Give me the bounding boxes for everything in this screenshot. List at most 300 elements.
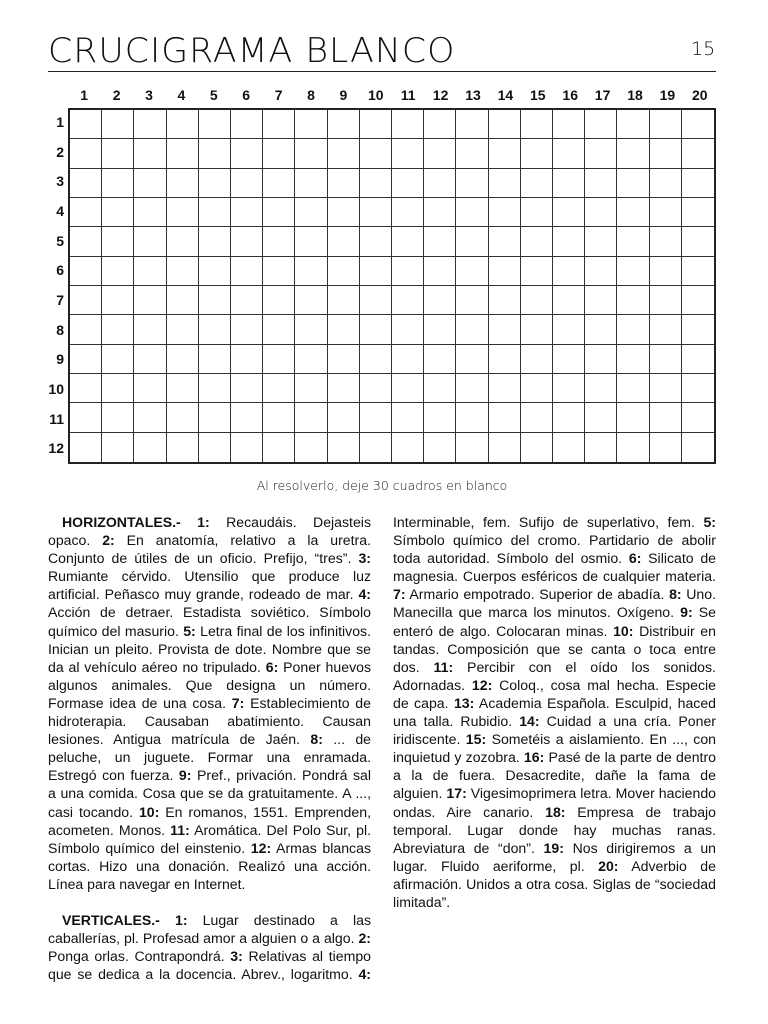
grid-cell[interactable] [70, 257, 102, 286]
clue-text: Rumiante cérvido. Utensilio que produce luz artificial. Peñasco muy grande, rodeado de mar. [48, 568, 371, 603]
grid-cell[interactable] [70, 315, 102, 344]
grid-caption: Al resolverlo, deje 30 cuadros en blanco [256, 478, 508, 493]
grid-cell[interactable] [295, 286, 327, 315]
row-number: 10 [48, 381, 64, 397]
grid-cell[interactable] [682, 169, 714, 198]
column-number: 5 [209, 87, 218, 103]
grid-cell[interactable] [199, 110, 231, 139]
grid-cell[interactable] [682, 345, 714, 374]
grid-cell[interactable] [617, 227, 649, 256]
clue-text: Empresa de trabajo temporal. Lugar donde hay muchas ranas. Abreviatura de “don”. [393, 803, 717, 856]
grid-cell[interactable] [392, 374, 424, 403]
grid-cell[interactable] [231, 227, 263, 256]
clue-text: En anatomía, relativo a la uretra. Conjunto de útiles de un oficio. Prefijo, “tres”. [48, 532, 371, 567]
grid-cell[interactable] [585, 139, 617, 168]
column-number: 3 [145, 87, 153, 103]
grid-cell[interactable] [360, 433, 392, 462]
grid-cell[interactable] [70, 198, 102, 227]
grid-cell[interactable] [167, 403, 199, 432]
grid-cell[interactable] [134, 315, 166, 344]
grid-cell[interactable] [102, 257, 134, 286]
grid-cell[interactable] [167, 110, 199, 139]
grid-cell[interactable] [70, 345, 102, 374]
grid-cell[interactable] [360, 345, 392, 374]
grid-cell[interactable] [682, 374, 714, 403]
grid-cell[interactable] [263, 286, 295, 315]
horizontal-clue-list [48, 514, 371, 892]
grid-cell[interactable] [231, 198, 263, 227]
column-number: 18 [627, 87, 643, 103]
clue-number: 13: [453, 694, 475, 711]
grid-cell[interactable] [295, 403, 327, 432]
clue-number: 1: [197, 514, 210, 530]
grid-cell[interactable] [585, 315, 617, 344]
clue-text: Se enteró de algo. Colocaran minas. [393, 604, 716, 639]
clue-number: 1: [175, 911, 188, 928]
grid-cell[interactable] [263, 198, 295, 227]
grid-cell[interactable] [617, 374, 649, 403]
grid-cell[interactable] [617, 257, 649, 286]
grid-cell[interactable] [521, 374, 553, 403]
grid-cell[interactable] [328, 110, 360, 139]
grid-cell[interactable] [392, 169, 424, 198]
grid-cell[interactable] [360, 315, 392, 344]
grid-cell[interactable] [392, 286, 424, 315]
grid-cell[interactable] [70, 110, 102, 139]
grid-cell[interactable] [167, 433, 199, 462]
grid-cell[interactable] [585, 110, 617, 139]
grid-cell[interactable] [392, 433, 424, 462]
grid-cell[interactable] [360, 374, 392, 403]
grid-cell[interactable] [199, 315, 231, 344]
grid-cell[interactable] [553, 110, 585, 139]
grid-cell[interactable] [617, 198, 649, 227]
grid-cell[interactable] [392, 403, 424, 432]
grid-cell[interactable] [328, 169, 360, 198]
grid-cell[interactable] [360, 403, 392, 432]
grid-cell[interactable] [489, 110, 521, 139]
grid-cell[interactable] [231, 345, 263, 374]
grid-cell[interactable] [328, 315, 360, 344]
grid-cell[interactable] [167, 286, 199, 315]
clue-text: Ponga orlas. Contrapondrá. [48, 948, 225, 965]
grid-cell[interactable] [263, 257, 295, 286]
grid-cell[interactable] [489, 374, 521, 403]
grid-cell[interactable] [585, 433, 617, 462]
grid-cell[interactable] [102, 315, 134, 344]
clue-number: 6: [265, 658, 279, 675]
grid-cell[interactable] [650, 198, 682, 227]
grid-cell[interactable] [295, 227, 327, 256]
clue-text: Letra final de los infinitivos. Inician un pleito. Provista de dote. Nombre que se da al vehículo aéreo no tripulado. [48, 622, 372, 675]
grid-cell[interactable] [199, 169, 231, 198]
grid-cell[interactable] [263, 315, 295, 344]
row-number: 1 [56, 114, 64, 130]
grid-cell[interactable] [489, 315, 521, 344]
grid-cell[interactable] [682, 403, 714, 432]
grid-cell[interactable] [553, 198, 585, 227]
grid-cell[interactable] [650, 345, 682, 374]
grid-cell[interactable] [231, 139, 263, 168]
grid-cell[interactable] [456, 286, 488, 315]
grid-cell[interactable] [102, 169, 134, 198]
clue-text: Recaudáis. Dejasteis opaco. [48, 514, 371, 549]
grid-cell[interactable] [263, 227, 295, 256]
grid-cell[interactable] [424, 110, 456, 139]
grid-cell[interactable] [263, 374, 295, 403]
grid-cell[interactable] [134, 198, 166, 227]
grid-cell[interactable] [424, 198, 456, 227]
grid-cell[interactable] [328, 227, 360, 256]
grid-cell[interactable] [263, 110, 295, 139]
grid-cell[interactable] [521, 227, 553, 256]
clue-number: 12: [250, 839, 272, 856]
column-number: 16 [562, 87, 578, 103]
grid-cell[interactable] [134, 345, 166, 374]
column-number: 15 [530, 87, 546, 103]
grid-cell[interactable] [328, 198, 360, 227]
grid-cell[interactable] [553, 315, 585, 344]
clue-number: 11: [170, 821, 190, 838]
grid-cell[interactable] [585, 169, 617, 198]
grid-cell[interactable] [295, 198, 327, 227]
grid-cell[interactable] [392, 227, 424, 256]
column-number: 10 [368, 87, 384, 103]
grid-cell[interactable] [682, 315, 714, 344]
grid-cell[interactable] [617, 110, 649, 139]
grid-cell[interactable] [650, 315, 682, 344]
grid-cell[interactable] [682, 139, 714, 168]
clue-number: 12: [471, 676, 493, 693]
grid-cell[interactable] [70, 139, 102, 168]
grid-cell[interactable] [521, 345, 553, 374]
grid-cell[interactable] [167, 198, 199, 227]
column-number: 20 [692, 87, 708, 103]
grid-cell[interactable] [392, 345, 424, 374]
clue-number: 4: [358, 586, 372, 603]
grid-cell[interactable] [102, 198, 134, 227]
grid-cell[interactable] [456, 169, 488, 198]
grid-cell[interactable] [231, 374, 263, 403]
grid-cell[interactable] [424, 345, 456, 374]
grid-cell[interactable] [650, 110, 682, 139]
grid-cell[interactable] [585, 286, 617, 315]
grid-cell[interactable] [424, 257, 456, 286]
clue-number: 8: [310, 731, 323, 748]
grid-cell[interactable] [102, 374, 134, 403]
clue-text: Percibir con el oído los sonidos. Adornadas. [393, 658, 716, 693]
grid-cell[interactable] [456, 374, 488, 403]
clue-number: 4: [358, 966, 372, 983]
grid-cell[interactable] [650, 139, 682, 168]
grid-cell[interactable] [424, 227, 456, 256]
grid-cell[interactable] [295, 257, 327, 286]
grid-cell[interactable] [521, 315, 553, 344]
clue-text: Pasé de la parte de dentro a la de fuera. Desacredite, dañe la fama de alguien. [393, 749, 716, 802]
row-number: 12 [48, 440, 64, 457]
grid-cell[interactable] [456, 345, 488, 374]
row-number: 8 [56, 321, 64, 338]
grid-cell[interactable] [585, 374, 617, 403]
grid-cell[interactable] [682, 257, 714, 286]
clue-number: 15: [465, 731, 487, 748]
grid-cell[interactable] [263, 139, 295, 168]
grid-cell[interactable] [521, 433, 553, 462]
grid-cell[interactable] [360, 169, 392, 198]
column-number: 1 [80, 87, 89, 103]
grid-cell[interactable] [360, 198, 392, 227]
grid-cell[interactable] [650, 286, 682, 315]
grid-cell[interactable] [263, 433, 295, 462]
grid-cell[interactable] [328, 345, 360, 374]
grid-cell[interactable] [650, 169, 682, 198]
grid-cell[interactable] [199, 257, 231, 286]
grid-cell[interactable] [70, 169, 102, 198]
grid-cell[interactable] [456, 257, 488, 286]
clue-number: 11: [433, 658, 454, 675]
grid-cell[interactable] [167, 169, 199, 198]
grid-cell[interactable] [134, 139, 166, 168]
grid-cell[interactable] [199, 345, 231, 374]
grid-cell[interactable] [456, 198, 488, 227]
grid-cell[interactable] [295, 374, 327, 403]
grid-cell[interactable] [489, 286, 521, 315]
grid-cell[interactable] [489, 227, 521, 256]
grid-cell[interactable] [102, 403, 134, 432]
grid-cell[interactable] [102, 433, 134, 462]
grid-cell[interactable] [295, 110, 327, 139]
grid-cell[interactable] [521, 169, 553, 198]
grid-cell[interactable] [424, 169, 456, 198]
grid-cell[interactable] [424, 374, 456, 403]
grid-cell[interactable] [489, 169, 521, 198]
grid-cell[interactable] [585, 257, 617, 286]
grid-cell[interactable] [489, 257, 521, 286]
grid-cell[interactable] [521, 198, 553, 227]
grid-cell[interactable] [489, 198, 521, 227]
grid-cell[interactable] [134, 433, 166, 462]
grid-cell[interactable] [70, 227, 102, 256]
grid-cell[interactable] [328, 139, 360, 168]
grid-cell[interactable] [682, 227, 714, 256]
grid-cell[interactable] [489, 433, 521, 462]
row-number: 2 [56, 143, 64, 160]
grid-cell[interactable] [70, 286, 102, 315]
grid-cell[interactable] [328, 433, 360, 462]
row-number: 5 [56, 232, 64, 249]
grid-cell[interactable] [424, 315, 456, 344]
grid-cell[interactable] [617, 315, 649, 344]
grid-cell[interactable] [392, 257, 424, 286]
horizontal-clues [48, 513, 371, 893]
grid-cell[interactable] [102, 286, 134, 315]
vertical-heading: VERTICALES.- [62, 911, 160, 928]
grid-cell[interactable] [199, 139, 231, 168]
grid-cell[interactable] [392, 110, 424, 139]
grid-cell[interactable] [553, 286, 585, 315]
grid-cell[interactable] [199, 374, 231, 403]
grid-cell[interactable] [456, 227, 488, 256]
grid-cell[interactable] [553, 403, 585, 432]
row-number: 11 [49, 410, 64, 427]
grid-cell[interactable] [102, 227, 134, 256]
grid-cell[interactable] [489, 139, 521, 168]
grid-cell[interactable] [424, 286, 456, 315]
grid-cell[interactable] [134, 110, 166, 139]
grid-cell[interactable] [521, 110, 553, 139]
grid-cell[interactable] [231, 257, 263, 286]
clue-text: Poner huevos algunos animales. Que designa un número. Formase idea de una cosa. [48, 658, 371, 711]
grid-cell[interactable] [102, 110, 134, 139]
grid-cell[interactable] [424, 139, 456, 168]
grid-cell[interactable] [617, 433, 649, 462]
grid-cell[interactable] [199, 227, 231, 256]
grid-cell[interactable] [424, 403, 456, 432]
header-rule [48, 71, 716, 72]
clue-text: Armario empotrado. Superior de abadía. [409, 586, 665, 603]
grid-cell[interactable] [553, 169, 585, 198]
clue-number: 7: [393, 586, 406, 603]
clue-text: Vigesimoprimera letra. Mover haciendo ondas. Aire canario. [393, 785, 716, 820]
grid-cell[interactable] [134, 227, 166, 256]
grid-cell[interactable] [553, 345, 585, 374]
grid-cell[interactable] [70, 403, 102, 432]
grid-cell[interactable] [231, 286, 263, 315]
grid-cell[interactable] [360, 110, 392, 139]
grid-cell[interactable] [553, 227, 585, 256]
grid-cell[interactable] [263, 169, 295, 198]
clue-number: 5: [183, 622, 196, 639]
grid-cell[interactable] [682, 433, 714, 462]
grid-cell[interactable] [134, 169, 166, 198]
grid-cell[interactable] [617, 403, 649, 432]
grid-cell[interactable] [231, 315, 263, 344]
grid-cell[interactable] [295, 315, 327, 344]
column-number: 6 [242, 87, 251, 103]
grid-cell[interactable] [231, 403, 263, 432]
grid-cell[interactable] [424, 433, 456, 462]
grid-cell[interactable] [231, 433, 263, 462]
clue-text: Relativas al tiempo que se dedica a la docencia. Abrev., logaritmo. [48, 948, 371, 983]
grid-cell[interactable] [295, 139, 327, 168]
grid-cell[interactable] [360, 286, 392, 315]
grid-cell[interactable] [360, 139, 392, 168]
clue-text: Distribuir en tandas. Composición que se canta o toca entre dos. [393, 622, 716, 675]
grid-cell[interactable] [650, 257, 682, 286]
clue-text: Aromática. Del Polo Sur, pl. Símbolo químico del einstenio. [48, 821, 371, 856]
grid-cell[interactable] [167, 374, 199, 403]
grid-cell[interactable] [102, 345, 134, 374]
grid-cell[interactable] [295, 345, 327, 374]
grid-cell[interactable] [328, 286, 360, 315]
grid-cell[interactable] [456, 315, 488, 344]
grid-cell[interactable] [199, 198, 231, 227]
clue-text: Uno. Manecilla que marca los minutos. Oxígeno. [393, 586, 717, 621]
grid-cell[interactable] [650, 374, 682, 403]
grid-cell[interactable] [134, 374, 166, 403]
clue-text: Pref., privación. Pondrá sal a una comida. Cosa que se da gratuitamente. A ..., casi tocando. [48, 767, 371, 820]
grid-cell[interactable] [489, 345, 521, 374]
grid-cell[interactable] [328, 257, 360, 286]
grid-cell[interactable] [456, 139, 488, 168]
clue-number: 10: [613, 622, 634, 639]
grid-cell[interactable] [617, 139, 649, 168]
grid-cell[interactable] [134, 286, 166, 315]
grid-cell[interactable] [392, 198, 424, 227]
grid-cell[interactable] [70, 374, 102, 403]
grid-cell[interactable] [70, 433, 102, 462]
grid-cell[interactable] [456, 403, 488, 432]
grid-cell[interactable] [650, 403, 682, 432]
grid-cell[interactable] [134, 257, 166, 286]
row-number: 7 [56, 292, 64, 308]
grid-cell[interactable] [521, 403, 553, 432]
grid-cell[interactable] [167, 227, 199, 256]
clue-number: 2: [102, 532, 115, 549]
grid-cell[interactable] [521, 257, 553, 286]
grid-cell[interactable] [167, 315, 199, 344]
grid-cell[interactable] [134, 403, 166, 432]
grid-cell[interactable] [585, 403, 617, 432]
grid-cell[interactable] [392, 139, 424, 168]
clue-text: Lugar destinado a las caballerías, pl. Profesad amor a alguien o a algo. [48, 911, 371, 947]
grid-cell[interactable] [489, 403, 521, 432]
grid-cell[interactable] [263, 403, 295, 432]
grid-cell[interactable] [263, 345, 295, 374]
grid-cell[interactable] [682, 286, 714, 315]
grid-cell[interactable] [167, 345, 199, 374]
grid-cell[interactable] [231, 110, 263, 139]
grid-cell[interactable] [585, 345, 617, 374]
grid-cell[interactable] [521, 139, 553, 168]
clue-number: 10: [138, 803, 160, 820]
clue-number: 19: [543, 839, 564, 856]
grid-cell[interactable] [682, 110, 714, 139]
grid-cell[interactable] [521, 286, 553, 315]
grid-cell[interactable] [231, 169, 263, 198]
grid-cell[interactable] [553, 139, 585, 168]
grid-cell[interactable] [360, 257, 392, 286]
grid-cell[interactable] [617, 345, 649, 374]
clue-number: 8: [669, 586, 682, 603]
grid-cell[interactable] [456, 110, 488, 139]
grid-cell[interactable] [328, 403, 360, 432]
grid-cell[interactable] [295, 433, 327, 462]
grid-cell[interactable] [392, 315, 424, 344]
grid-cell[interactable] [295, 169, 327, 198]
grid-cell[interactable] [102, 139, 134, 168]
grid-cell[interactable] [585, 227, 617, 256]
grid-cell[interactable] [585, 198, 617, 227]
grid-cell[interactable] [167, 139, 199, 168]
grid-cell[interactable] [553, 433, 585, 462]
grid-cell[interactable] [167, 257, 199, 286]
grid-cell[interactable] [360, 227, 392, 256]
grid-cell[interactable] [682, 198, 714, 227]
grid-cell[interactable] [617, 286, 649, 315]
grid-cell[interactable] [553, 257, 585, 286]
grid-cell[interactable] [456, 433, 488, 462]
grid-cell[interactable] [553, 374, 585, 403]
grid-cell[interactable] [650, 227, 682, 256]
clue-text: Coloq., cosa mal hecha. Especie de capa. [393, 676, 716, 711]
grid-cell[interactable] [617, 169, 649, 198]
grid-cell[interactable] [650, 433, 682, 462]
grid-cell[interactable] [199, 433, 231, 462]
grid-cell[interactable] [328, 374, 360, 403]
grid-cell[interactable] [199, 286, 231, 315]
grid-cell[interactable] [199, 403, 231, 432]
